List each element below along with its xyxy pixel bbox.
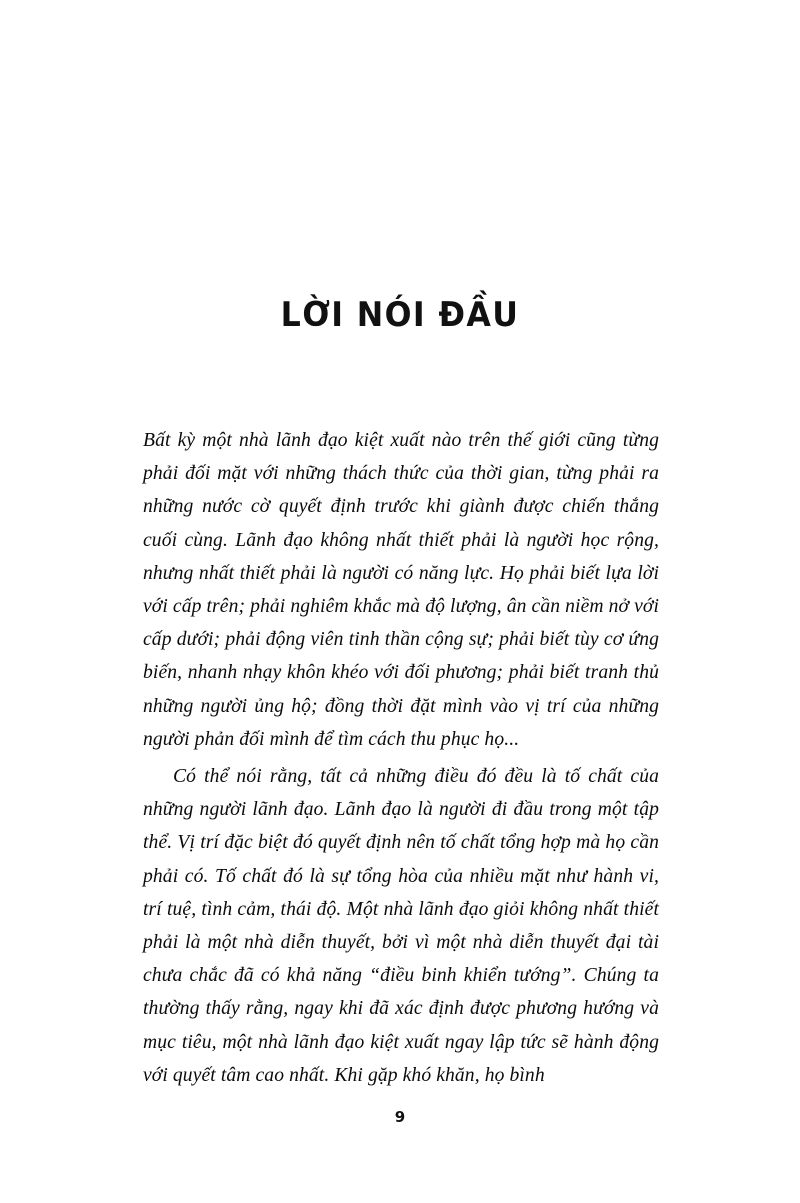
page-title: LỜI NÓI ĐẦU bbox=[280, 294, 520, 335]
paragraph-2: Có thể nói rằng, tất cả những điều đó đều là tố chất của những người lãnh đạo. Lãnh đạo là người đi đầu trong một tập thể. Vị trí đặc biệt đó quyết định nên tố chất tổng hợp mà họ cần phải có. Tố chất đó là sự tổng hòa của nhiều mặt như hành vi, trí tuệ, tình cảm, thái độ. Một nhà lãnh đạo giỏi không nhất thiết phải là một nhà diễn thuyết, bởi vì một nhà diễn thuyết đại tài chưa chắc đã có khả năng “điều binh khiển tướng”. Chúng ta thường thấy rằng, ngay khi đã xác định được phương hướng và mục tiêu, một nhà lãnh đạo kiệt xuất ngay lập tức sẽ hành động với quyết tâm cao nhất. Khi gặp khó khăn, họ bình bbox=[143, 766, 659, 1086]
paragraph-1: Bất kỳ một nhà lãnh đạo kiệt xuất nào trên thế giới cũng từng phải đối mặt với những thách thức của thời gian, từng phải ra những nước cờ quyết định trước khi giành được chiến thắng cuối cùng. Lãnh đạo không nhất thiết phải là người học rộng, nhưng nhất thiết phải là người có năng lực. Họ phải biết lựa lời với cấp trên; phải nghiêm khắc mà độ lượng, ân cần niềm nở với cấp dưới; phải động viên tinh thần cộng sự; phải biết tùy cơ ứng biến, nhanh nhạy khôn khéo với đối phương; phải biết tranh thủ những người ủng hộ; đồng thời đặt mình vào vị trí của những người phản đối mình để tìm cách thu phục họ... bbox=[143, 430, 659, 750]
body-text-block bbox=[143, 424, 659, 1092]
page-number: 9 bbox=[394, 1108, 406, 1126]
